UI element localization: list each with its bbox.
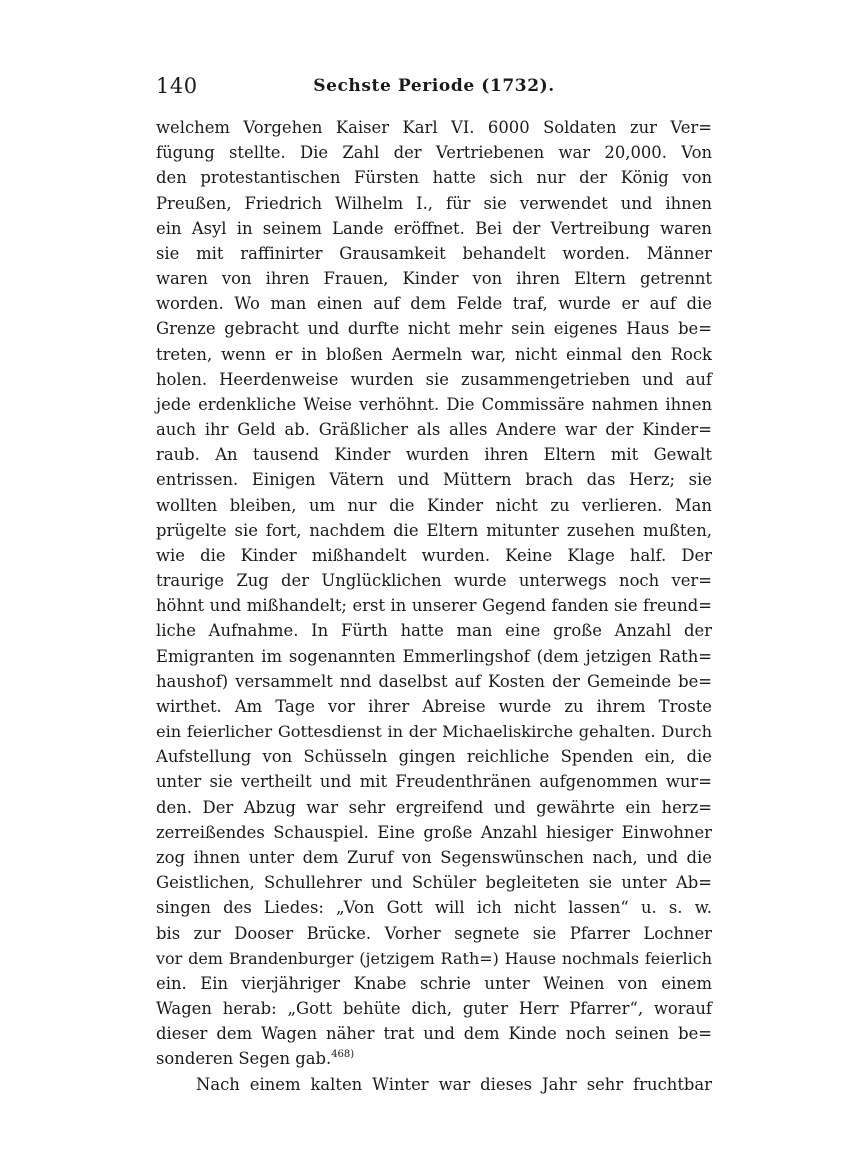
text-line: Emigranten im sogenannten Emmerlingshof (dem jetzigen Rath=: [156, 646, 712, 666]
text-line: Grenze gebracht und durfte nicht mehr sein eigenes Haus be=: [156, 319, 712, 339]
text-line: entrissen. Einigen Vätern und Müttern brach das Herz; sie: [156, 470, 712, 490]
text-line: traurige Zug der Unglücklichen wurde unterwegs noch ver=: [156, 571, 712, 591]
text-line: waren von ihren Frauen, Kinder von ihren Eltern getrennt: [156, 269, 712, 289]
text-line: vor dem Brandenburger (jetzigem Rath=) Hause nochmals feierlich: [156, 948, 712, 968]
text-line: ein. Ein vierjähriger Knabe schrie unter Weinen von einem: [156, 973, 712, 993]
text-line: den. Der Abzug war sehr ergreifend und gewährte ein herz=: [156, 797, 712, 817]
text-line: singen des Liedes: „Von Gott will ich nicht lassen“ u. s. w.: [156, 898, 712, 918]
text-line: den protestantischen Fürsten hatte sich nur der König von: [156, 168, 712, 188]
text-line: wirthet. Am Tage vor ihrer Abreise wurde zu ihrem Troste: [156, 696, 712, 716]
paragraph-start-line: Nach einem kalten Winter war dieses Jahr sehr fruchtbar: [196, 1074, 712, 1094]
text-line: treten, wenn er in bloßen Aermeln war, nicht einmal den Rock: [156, 344, 712, 364]
page-header: [156, 72, 712, 102]
text-line: höhnt und mißhandelt; erst in unserer Gegend fanden sie freund=: [156, 596, 712, 616]
text-line: sie mit raffinirter Grausamkeit behandelt worden. Männer: [156, 243, 712, 263]
page-number: 140: [156, 74, 198, 98]
text-line: jede erdenkliche Weise verhöhnt. Die Commissäre nahmen ihnen: [156, 394, 712, 414]
text-line: welchem Vorgehen Kaiser Karl VI. 6000 Soldaten zur Ver=: [156, 118, 712, 137]
text-line: wollten bleiben, um nur die Kinder nicht zu verlieren. Man: [156, 495, 712, 515]
text-line: wie die Kinder mißhandelt wurden. Keine Klage half. Der: [156, 545, 712, 565]
text-line: holen. Heerdenweise wurden sie zusammengetrieben und auf: [156, 369, 712, 389]
text-line: auch ihr Geld ab. Gräßlicher als alles Andere war der Kinder=: [156, 420, 712, 440]
running-title: Sechste Periode (1732).: [313, 76, 555, 96]
text-line: ein feierlicher Gottesdienst in der Michaeliskirche gehalten. Durch: [156, 722, 712, 742]
text-line: haushof) versammelt nnd daselbst auf Kosten der Gemeinde be=: [156, 671, 712, 691]
text-line: zerreißendes Schauspiel. Eine große Anzahl hiesiger Einwohner: [156, 822, 712, 842]
text-line: liche Aufnahme. In Fürth hatte man eine große Anzahl der: [156, 621, 712, 641]
text-line: dieser dem Wagen näher trat und dem Kinde noch seinen be=: [156, 1024, 712, 1044]
text-line: Aufstellung von Schüsseln gingen reichliche Spenden ein, die: [156, 747, 712, 767]
body-text: [156, 115, 712, 1097]
text-line: zog ihnen unter dem Zuruf von Segenswünschen nach, und die: [156, 847, 712, 867]
text-line: raub. An tausend Kinder wurden ihren Eltern mit Gewalt: [156, 445, 712, 465]
text-line-end: [156, 1046, 712, 1071]
text-line: bis zur Dooser Brücke. Vorher segnete sie Pfarrer Lochner: [156, 923, 712, 943]
text-line: ein Asyl in seinem Lande eröffnet. Bei der Vertreibung waren: [156, 218, 712, 238]
text-line: Preußen, Friedrich Wilhelm I., für sie verwendet und ihnen: [156, 193, 712, 213]
text-line: Wagen herab: „Gott behüte dich, guter Herr Pfarrer“, worauf: [156, 999, 712, 1019]
text-line: prügelte sie fort, nachdem die Eltern mitunter zusehen mußten,: [156, 520, 712, 540]
text-line: Geistlichen, Schullehrer und Schüler begleiteten sie unter Ab=: [156, 873, 712, 893]
text-line: unter sie vertheilt und mit Freudenthränen aufgenommen wur=: [156, 772, 712, 792]
text-line: fügung stellte. Die Zahl der Vertriebenen war 20,000. Von: [156, 143, 712, 163]
text-line-final: sonderen Segen gab.: [156, 1049, 332, 1069]
footnote-ref: 468): [331, 1049, 355, 1061]
text-line: worden. Wo man einen auf dem Felde traf, wurde er auf die: [156, 294, 712, 314]
